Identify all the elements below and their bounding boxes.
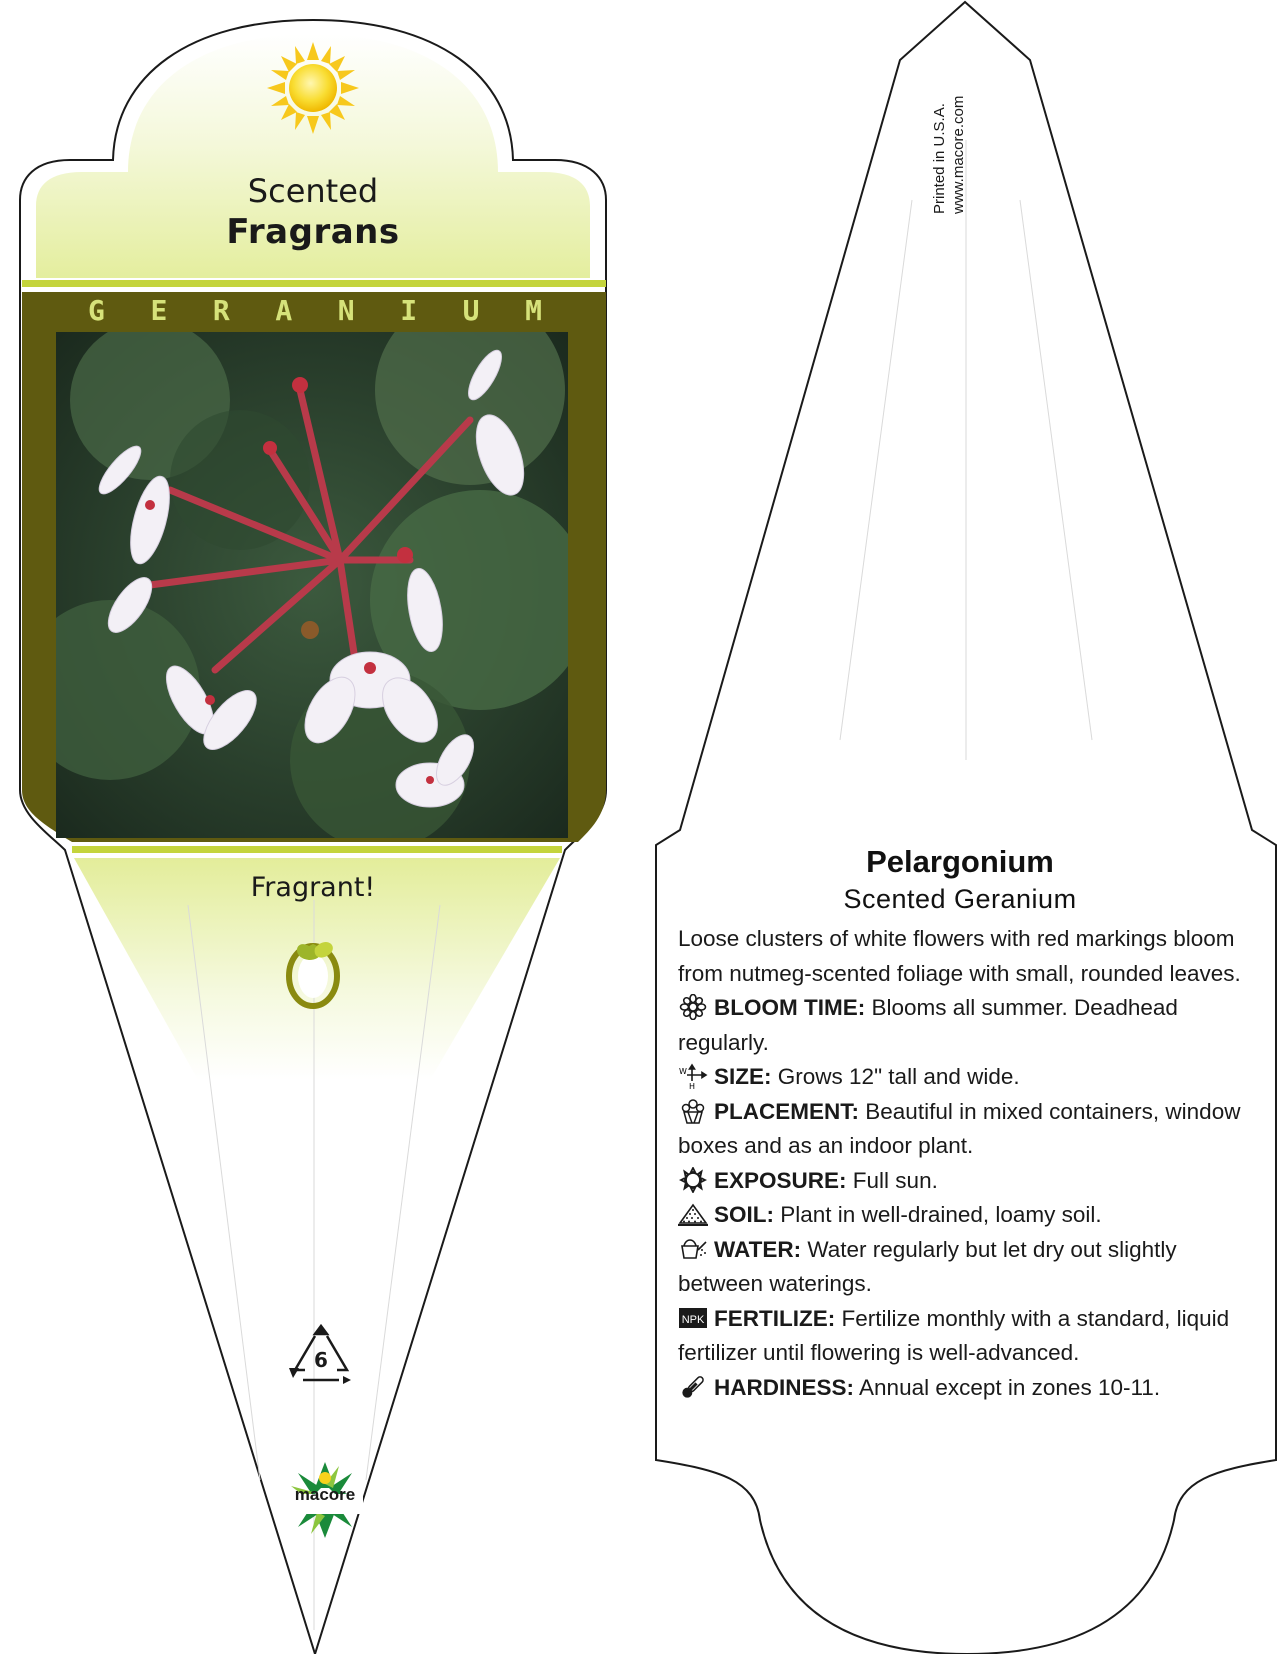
care-item-water [678,1233,1258,1302]
care-item-fertilize [678,1302,1258,1371]
care-text: Grows 12" tall and wide. [777,1064,1020,1089]
thermometer-icon [678,1374,708,1400]
genus-letter: G [88,294,105,327]
variety-name: Fragrans [226,212,400,252]
lime-stripe-top [22,280,606,287]
tagline: Fragrant! [250,872,376,903]
care-label: EXPOSURE: [714,1167,847,1193]
care-text: Blooms all summer. Deadhead regularly. [678,995,1178,1055]
care-item-hardiness [678,1371,1258,1406]
sun-outline-icon [678,1167,708,1193]
care-item-size [678,1060,1258,1095]
printed-line: Printed in U.S.A. [931,103,948,214]
watering-can-icon [678,1236,708,1262]
care-label: SOIL: [714,1202,774,1227]
soil-icon [678,1201,708,1227]
placement-icon [678,1098,708,1124]
geranium-photo [20,295,590,850]
genus-letter: R [212,294,230,327]
size-icon-h: H [689,1082,696,1089]
care-label: SIZE: [714,1064,772,1089]
care-label: BLOOM TIME: [714,995,866,1020]
npk-icon [678,1305,708,1331]
care-label: HARDINESS: [714,1374,855,1400]
care-item-bloom [678,991,1258,1060]
care-text: Beautiful in mixed containers, window boxes and as an indoor plant. [678,1098,1241,1158]
care-text: Full sun. [852,1167,938,1193]
care-text: Annual except in zones 10-11. [859,1374,1161,1400]
genus-band [22,294,604,330]
npk-label: NPK [681,1313,705,1326]
care-text: Plant in well-drained, loamy soil. [780,1202,1102,1227]
care-item-placement [678,1095,1258,1164]
website: www.macore.com [950,95,967,214]
botanical-name: Pelargonium [866,844,1054,879]
genus-letter: U [462,294,480,327]
size-icon [678,1063,708,1089]
genus-letter: A [275,294,293,327]
variety-series: Scented [247,172,379,210]
genus-letter: M [525,294,542,327]
size-icon-w: W [679,1067,687,1076]
care-item-exposure [678,1164,1258,1199]
care-text: Water regularly but let dry out slightly between waterings. [678,1236,1177,1296]
flower-icon [678,994,708,1020]
description: Loose clusters of white flowers with red markings bloom from nutmeg-scented foliage with small, rounded leaves. [678,926,1241,986]
care-label: PLACEMENT: [714,1098,859,1124]
genus-letter: I [400,294,418,327]
care-info [678,922,1258,1405]
care-text: Fertilize monthly with a standard, liquid fertilizer until flowering is well-advanced. [678,1305,1230,1365]
genus-letter: N [337,294,355,327]
lime-stripe-bottom [72,846,562,853]
common-name: Scented Geranium [843,884,1077,914]
brand-name: macore [294,1485,356,1504]
care-label: WATER: [714,1236,802,1262]
printed-note [930,44,990,214]
recycle-number: 6 [314,1348,328,1372]
care-item-soil [678,1198,1258,1233]
care-label: FERTILIZE: [714,1305,836,1331]
genus-letter: E [150,294,168,327]
